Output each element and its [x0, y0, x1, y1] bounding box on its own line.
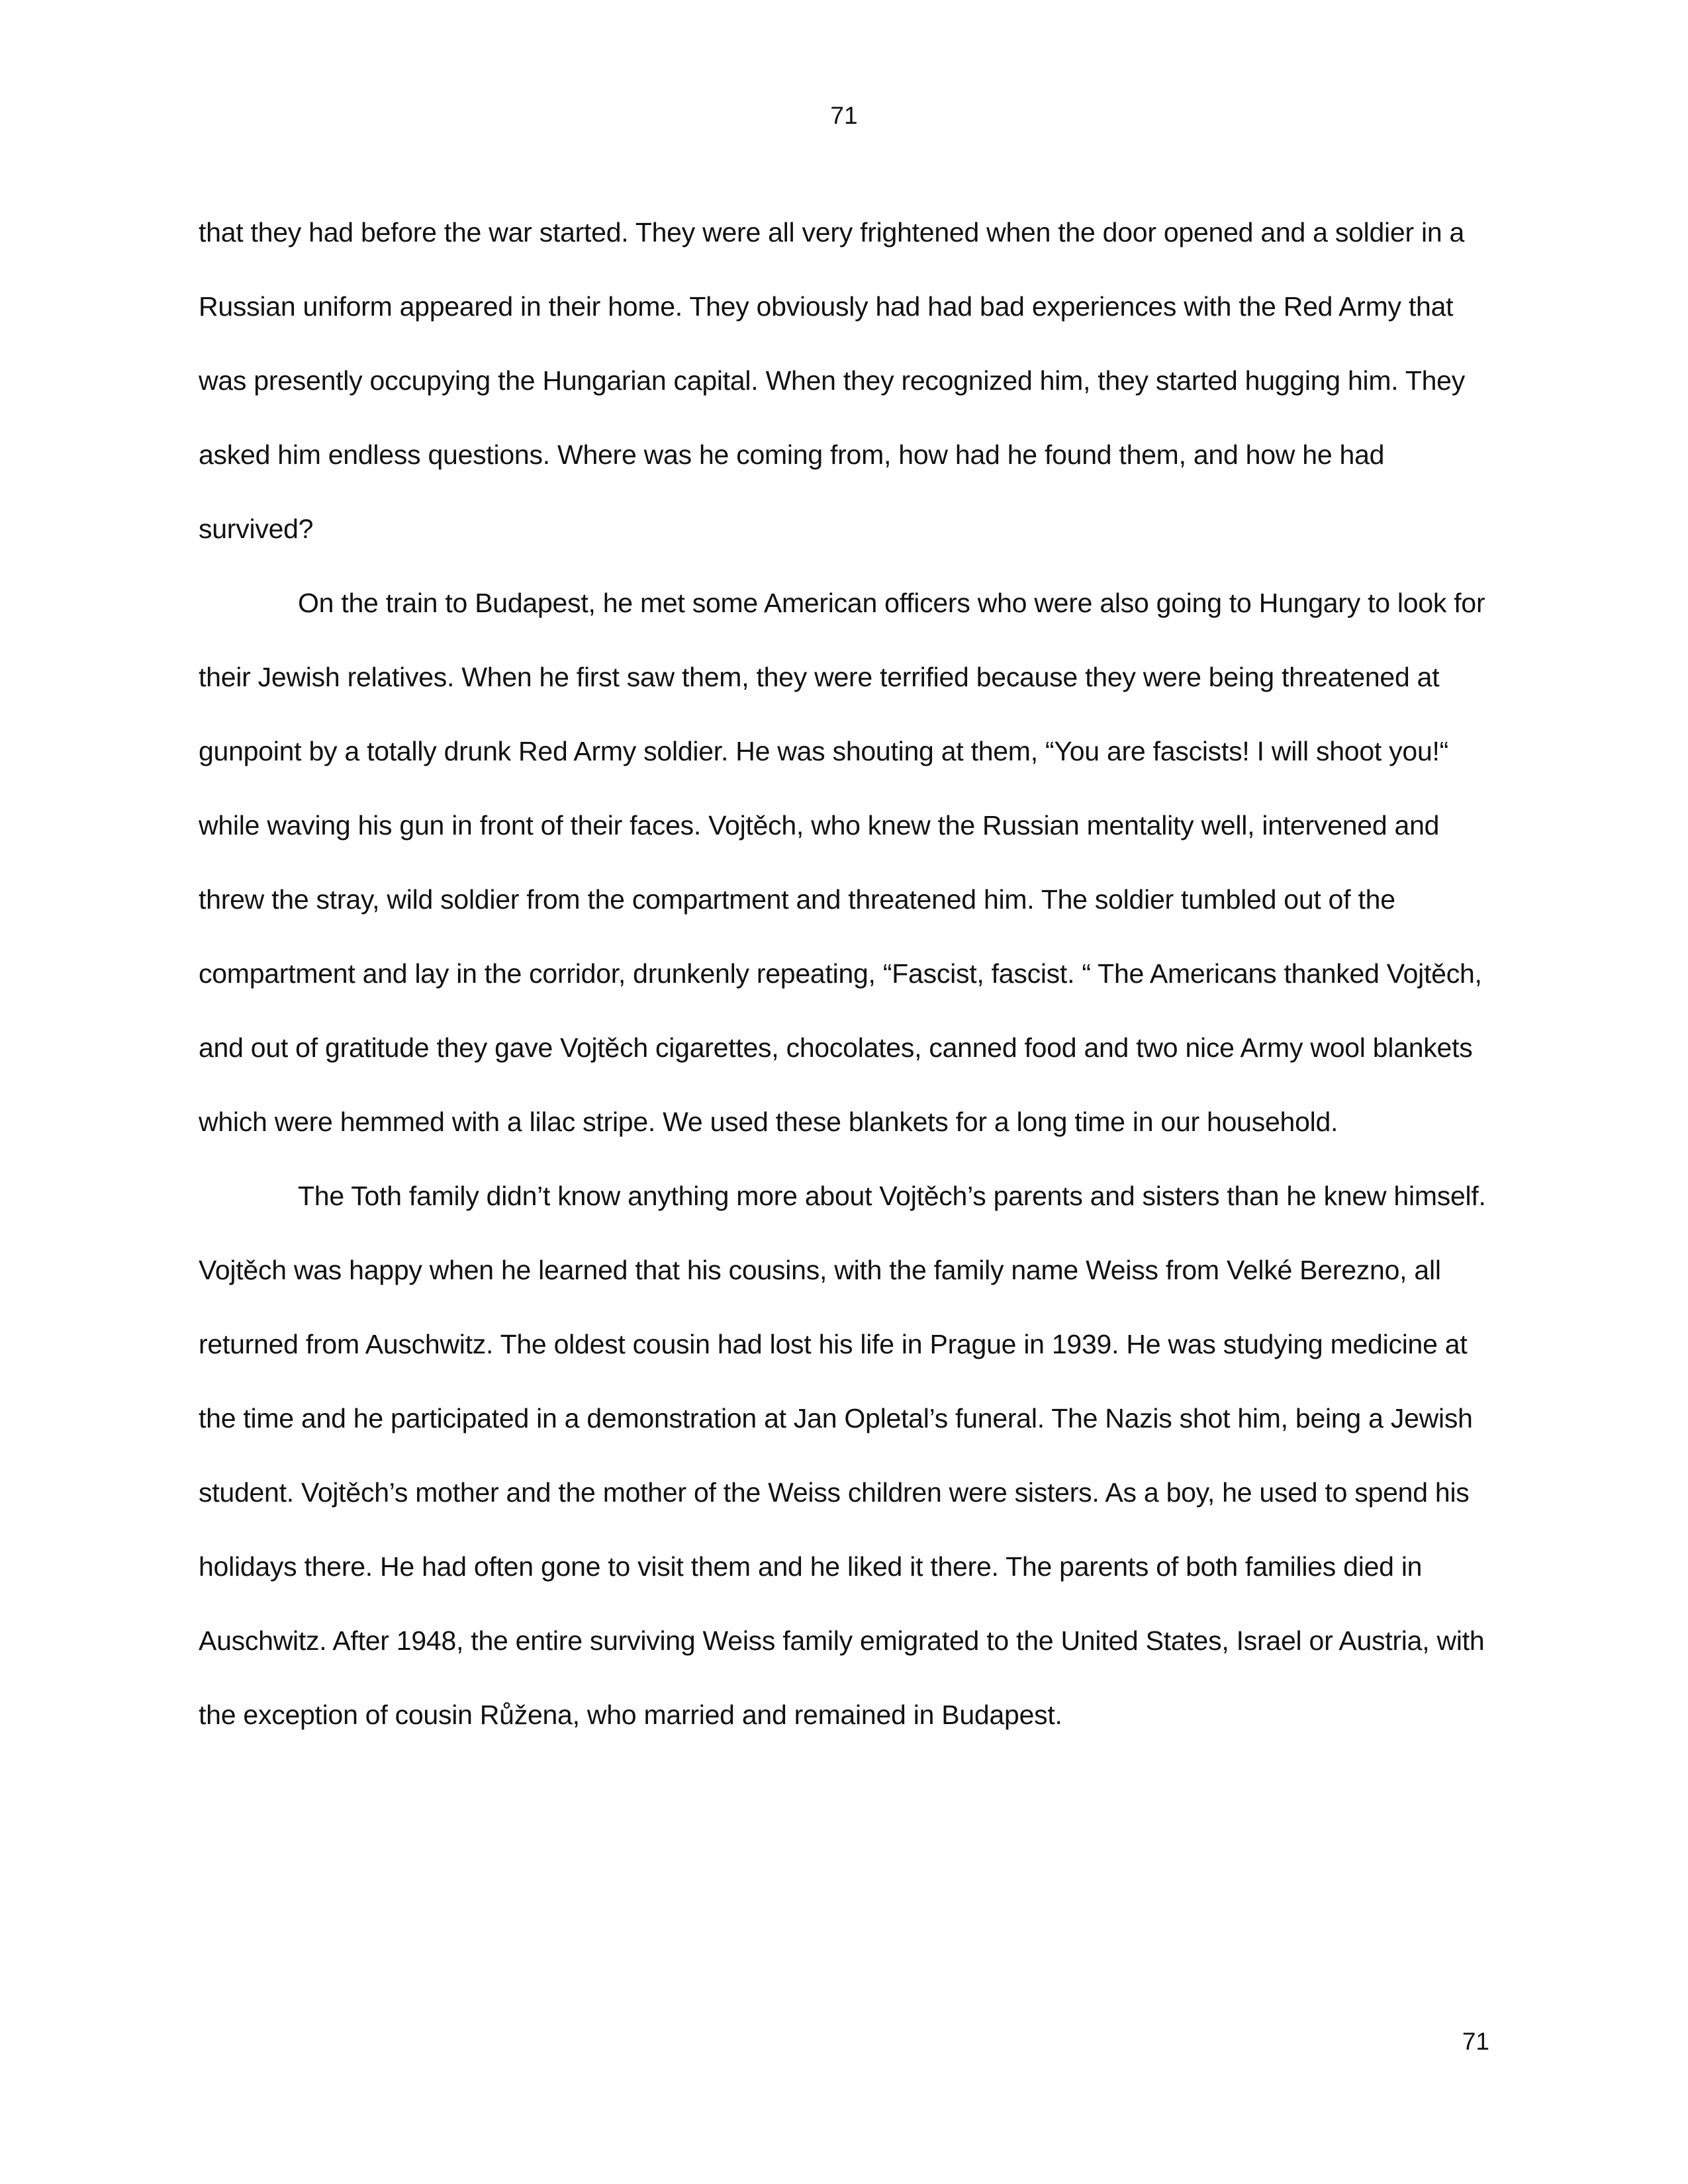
page-number-header: 71	[830, 102, 858, 129]
page-number-footer: 71	[1462, 2028, 1489, 2055]
paragraph-2: On the train to Budapest, he met some American officers who were also going to Hungary to look for their Jewish relatives. When he first saw them, they were terrified because they were being threatened at gunpoint by a totally drunk Red Army soldier. He was shouting at them, “You are fascists! I will shoot you!“ while waving his gun in front of their faces. Vojtěch, who knew the Russian mentality well, intervened and threw the stray, wild soldier from the compartment and threatened him. The soldier tumbled out of the compartment and lay in the corridor, drunkenly repeating, “Fascist, fascist. “ The Americans thanked Vojtěch, and out of gratitude they gave Vojtěch cigarettes, chocolates, canned food and two nice Army wool blankets which were hemmed with a lilac stripe. We used these blankets for a long time in our household.	[199, 588, 1485, 1137]
paragraph-1: that they had before the war started. They were all very frightened when the door opened and a soldier in a Russian uniform appeared in their home. They obviously had had bad experiences with the Red Army that was presently occupying the Hungarian capital. When they recognized him, they started hugging him. They asked him endless questions. Where was he coming from, how had he found them, and how he had survived?	[199, 217, 1465, 544]
paragraph-3: The Toth family didn’t know anything more about Vojtěch’s parents and sisters than he knew himself. Vojtěch was happy when he learned that his cousins, with the family name Weiss from Velké Berezno, all returned from Auschwitz. The oldest cousin had lost his life in Prague in 1939. He was studying medicine at the time and he participated in a demonstration at Jan Opletal’s funeral. The Nazis shot him, being a Jewish student. Vojtěch’s mother and the mother of the Weiss children were sisters. As a boy, he used to spend his holidays there. He had often gone to visit them and he liked it there. The parents of both families died in Auschwitz. After 1948, the entire surviving Weiss family emigrated to the United States, Israel or Austria, with the exception of cousin Růžena, who married and remained in Budapest.	[199, 1181, 1486, 1730]
body-text	[199, 195, 1493, 1752]
